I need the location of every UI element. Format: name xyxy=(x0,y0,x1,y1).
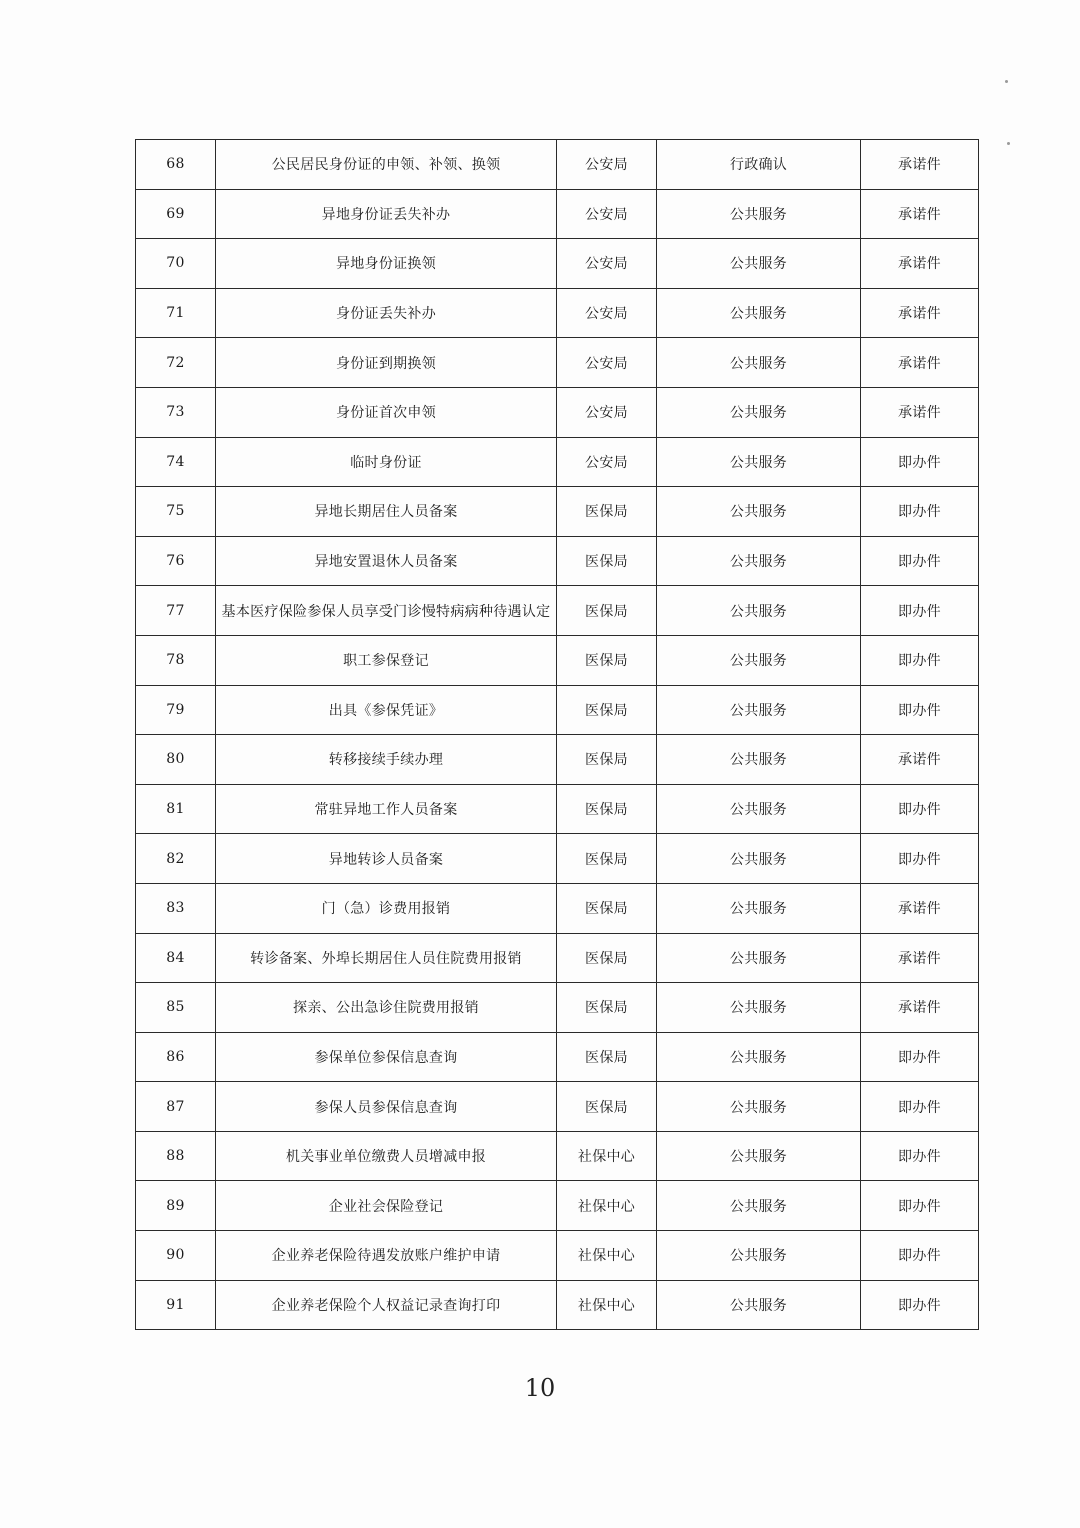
table-row xyxy=(136,685,979,735)
handling-type: 即办件 xyxy=(861,586,979,636)
handling-type: 承诺件 xyxy=(861,140,979,190)
service-name: 公民居民身份证的申领、补领、换领 xyxy=(216,140,557,190)
row-number: 72 xyxy=(136,338,216,388)
table-row xyxy=(136,983,979,1033)
handling-type: 即办件 xyxy=(861,1280,979,1330)
department: 社保中心 xyxy=(557,1131,657,1181)
service-name: 异地长期居住人员备案 xyxy=(216,487,557,537)
row-number: 79 xyxy=(136,685,216,735)
department: 公安局 xyxy=(557,288,657,338)
service-name: 企业养老保险待遇发放账户维护申请 xyxy=(216,1231,557,1281)
row-number: 80 xyxy=(136,735,216,785)
service-type: 公共服务 xyxy=(657,1131,861,1181)
service-name: 企业养老保险个人权益记录查询打印 xyxy=(216,1280,557,1330)
table-row xyxy=(136,784,979,834)
service-type: 公共服务 xyxy=(657,834,861,884)
row-number: 68 xyxy=(136,140,216,190)
handling-type: 即办件 xyxy=(861,1131,979,1181)
department: 医保局 xyxy=(557,983,657,1033)
handling-type: 即办件 xyxy=(861,1082,979,1132)
handling-type: 即办件 xyxy=(861,784,979,834)
services-table-body xyxy=(136,140,979,1330)
department: 公安局 xyxy=(557,189,657,239)
row-number: 90 xyxy=(136,1231,216,1281)
row-number: 74 xyxy=(136,437,216,487)
table-row xyxy=(136,536,979,586)
handling-type: 即办件 xyxy=(861,685,979,735)
service-type: 公共服务 xyxy=(657,883,861,933)
service-name: 异地安置退休人员备案 xyxy=(216,536,557,586)
department: 社保中心 xyxy=(557,1231,657,1281)
department: 医保局 xyxy=(557,1032,657,1082)
row-number: 87 xyxy=(136,1082,216,1132)
service-name: 常驻异地工作人员备案 xyxy=(216,784,557,834)
department: 公安局 xyxy=(557,140,657,190)
table-row xyxy=(136,487,979,537)
service-name: 门（急）诊费用报销 xyxy=(216,883,557,933)
handling-type: 即办件 xyxy=(861,834,979,884)
handling-type: 即办件 xyxy=(861,1231,979,1281)
table-row xyxy=(136,1280,979,1330)
handling-type: 承诺件 xyxy=(861,288,979,338)
service-name: 出具《参保凭证》 xyxy=(216,685,557,735)
row-number: 85 xyxy=(136,983,216,1033)
service-type: 公共服务 xyxy=(657,1181,861,1231)
service-name: 异地转诊人员备案 xyxy=(216,834,557,884)
handling-type: 即办件 xyxy=(861,437,979,487)
service-type: 公共服务 xyxy=(657,487,861,537)
department: 医保局 xyxy=(557,586,657,636)
table-row xyxy=(136,387,979,437)
handling-type: 即办件 xyxy=(861,536,979,586)
department: 公安局 xyxy=(557,239,657,289)
row-number: 76 xyxy=(136,536,216,586)
table-row xyxy=(136,635,979,685)
handling-type: 承诺件 xyxy=(861,189,979,239)
table-row xyxy=(136,1082,979,1132)
service-type: 公共服务 xyxy=(657,338,861,388)
row-number: 91 xyxy=(136,1280,216,1330)
row-number: 75 xyxy=(136,487,216,537)
handling-type: 承诺件 xyxy=(861,338,979,388)
service-type: 公共服务 xyxy=(657,288,861,338)
table-row xyxy=(136,437,979,487)
department: 医保局 xyxy=(557,834,657,884)
service-type: 公共服务 xyxy=(657,784,861,834)
service-type: 公共服务 xyxy=(657,189,861,239)
table-row xyxy=(136,1131,979,1181)
service-type: 公共服务 xyxy=(657,536,861,586)
table-row xyxy=(136,239,979,289)
row-number: 77 xyxy=(136,586,216,636)
row-number: 73 xyxy=(136,387,216,437)
service-name: 企业社会保险登记 xyxy=(216,1181,557,1231)
row-number: 88 xyxy=(136,1131,216,1181)
service-type: 公共服务 xyxy=(657,586,861,636)
service-name: 异地身份证换领 xyxy=(216,239,557,289)
service-type: 公共服务 xyxy=(657,239,861,289)
department: 公安局 xyxy=(557,387,657,437)
service-type: 公共服务 xyxy=(657,933,861,983)
row-number: 89 xyxy=(136,1181,216,1231)
department: 医保局 xyxy=(557,685,657,735)
row-number: 83 xyxy=(136,883,216,933)
handling-type: 承诺件 xyxy=(861,933,979,983)
service-name: 机关事业单位缴费人员增减申报 xyxy=(216,1131,557,1181)
service-type: 公共服务 xyxy=(657,1231,861,1281)
handling-type: 承诺件 xyxy=(861,387,979,437)
service-type: 公共服务 xyxy=(657,1280,861,1330)
row-number: 78 xyxy=(136,635,216,685)
table-row xyxy=(136,883,979,933)
department: 医保局 xyxy=(557,487,657,537)
scan-speck xyxy=(1005,80,1008,83)
service-type: 公共服务 xyxy=(657,735,861,785)
service-type: 公共服务 xyxy=(657,437,861,487)
services-table xyxy=(135,139,979,1330)
department: 社保中心 xyxy=(557,1280,657,1330)
handling-type: 承诺件 xyxy=(861,883,979,933)
table-row xyxy=(136,1231,979,1281)
row-number: 86 xyxy=(136,1032,216,1082)
table-row xyxy=(136,288,979,338)
handling-type: 即办件 xyxy=(861,487,979,537)
table-row xyxy=(136,933,979,983)
department: 医保局 xyxy=(557,784,657,834)
handling-type: 承诺件 xyxy=(861,983,979,1033)
department: 医保局 xyxy=(557,635,657,685)
service-type: 公共服务 xyxy=(657,1082,861,1132)
row-number: 82 xyxy=(136,834,216,884)
service-name: 身份证丢失补办 xyxy=(216,288,557,338)
service-name: 身份证到期换领 xyxy=(216,338,557,388)
row-number: 81 xyxy=(136,784,216,834)
table-row xyxy=(136,735,979,785)
row-number: 70 xyxy=(136,239,216,289)
service-type: 行政确认 xyxy=(657,140,861,190)
table-row xyxy=(136,338,979,388)
department: 公安局 xyxy=(557,338,657,388)
table-row xyxy=(136,1032,979,1082)
handling-type: 即办件 xyxy=(861,1032,979,1082)
department: 社保中心 xyxy=(557,1181,657,1231)
service-name: 临时身份证 xyxy=(216,437,557,487)
service-name: 参保单位参保信息查询 xyxy=(216,1032,557,1082)
department: 公安局 xyxy=(557,437,657,487)
department: 医保局 xyxy=(557,933,657,983)
table-row xyxy=(136,189,979,239)
service-name: 转诊备案、外埠长期居住人员住院费用报销 xyxy=(216,933,557,983)
department: 医保局 xyxy=(557,536,657,586)
service-type: 公共服务 xyxy=(657,387,861,437)
table-row xyxy=(136,834,979,884)
service-name: 转移接续手续办理 xyxy=(216,735,557,785)
table-row xyxy=(136,140,979,190)
department: 医保局 xyxy=(557,1082,657,1132)
page-number: 10 xyxy=(524,1374,556,1402)
handling-type: 即办件 xyxy=(861,635,979,685)
table-row xyxy=(136,1181,979,1231)
table-row xyxy=(136,586,979,636)
service-name: 异地身份证丢失补办 xyxy=(216,189,557,239)
handling-type: 即办件 xyxy=(861,1181,979,1231)
service-type: 公共服务 xyxy=(657,1032,861,1082)
service-type: 公共服务 xyxy=(657,983,861,1033)
service-name: 参保人员参保信息查询 xyxy=(216,1082,557,1132)
service-name: 职工参保登记 xyxy=(216,635,557,685)
row-number: 71 xyxy=(136,288,216,338)
row-number: 69 xyxy=(136,189,216,239)
handling-type: 承诺件 xyxy=(861,239,979,289)
scan-speck xyxy=(1007,142,1010,145)
department: 医保局 xyxy=(557,735,657,785)
handling-type: 承诺件 xyxy=(861,735,979,785)
service-name: 身份证首次申领 xyxy=(216,387,557,437)
service-type: 公共服务 xyxy=(657,635,861,685)
row-number: 84 xyxy=(136,933,216,983)
department: 医保局 xyxy=(557,883,657,933)
service-type: 公共服务 xyxy=(657,685,861,735)
service-name: 基本医疗保险参保人员享受门诊慢特病病种待遇认定 xyxy=(216,586,557,636)
service-name: 探亲、公出急诊住院费用报销 xyxy=(216,983,557,1033)
